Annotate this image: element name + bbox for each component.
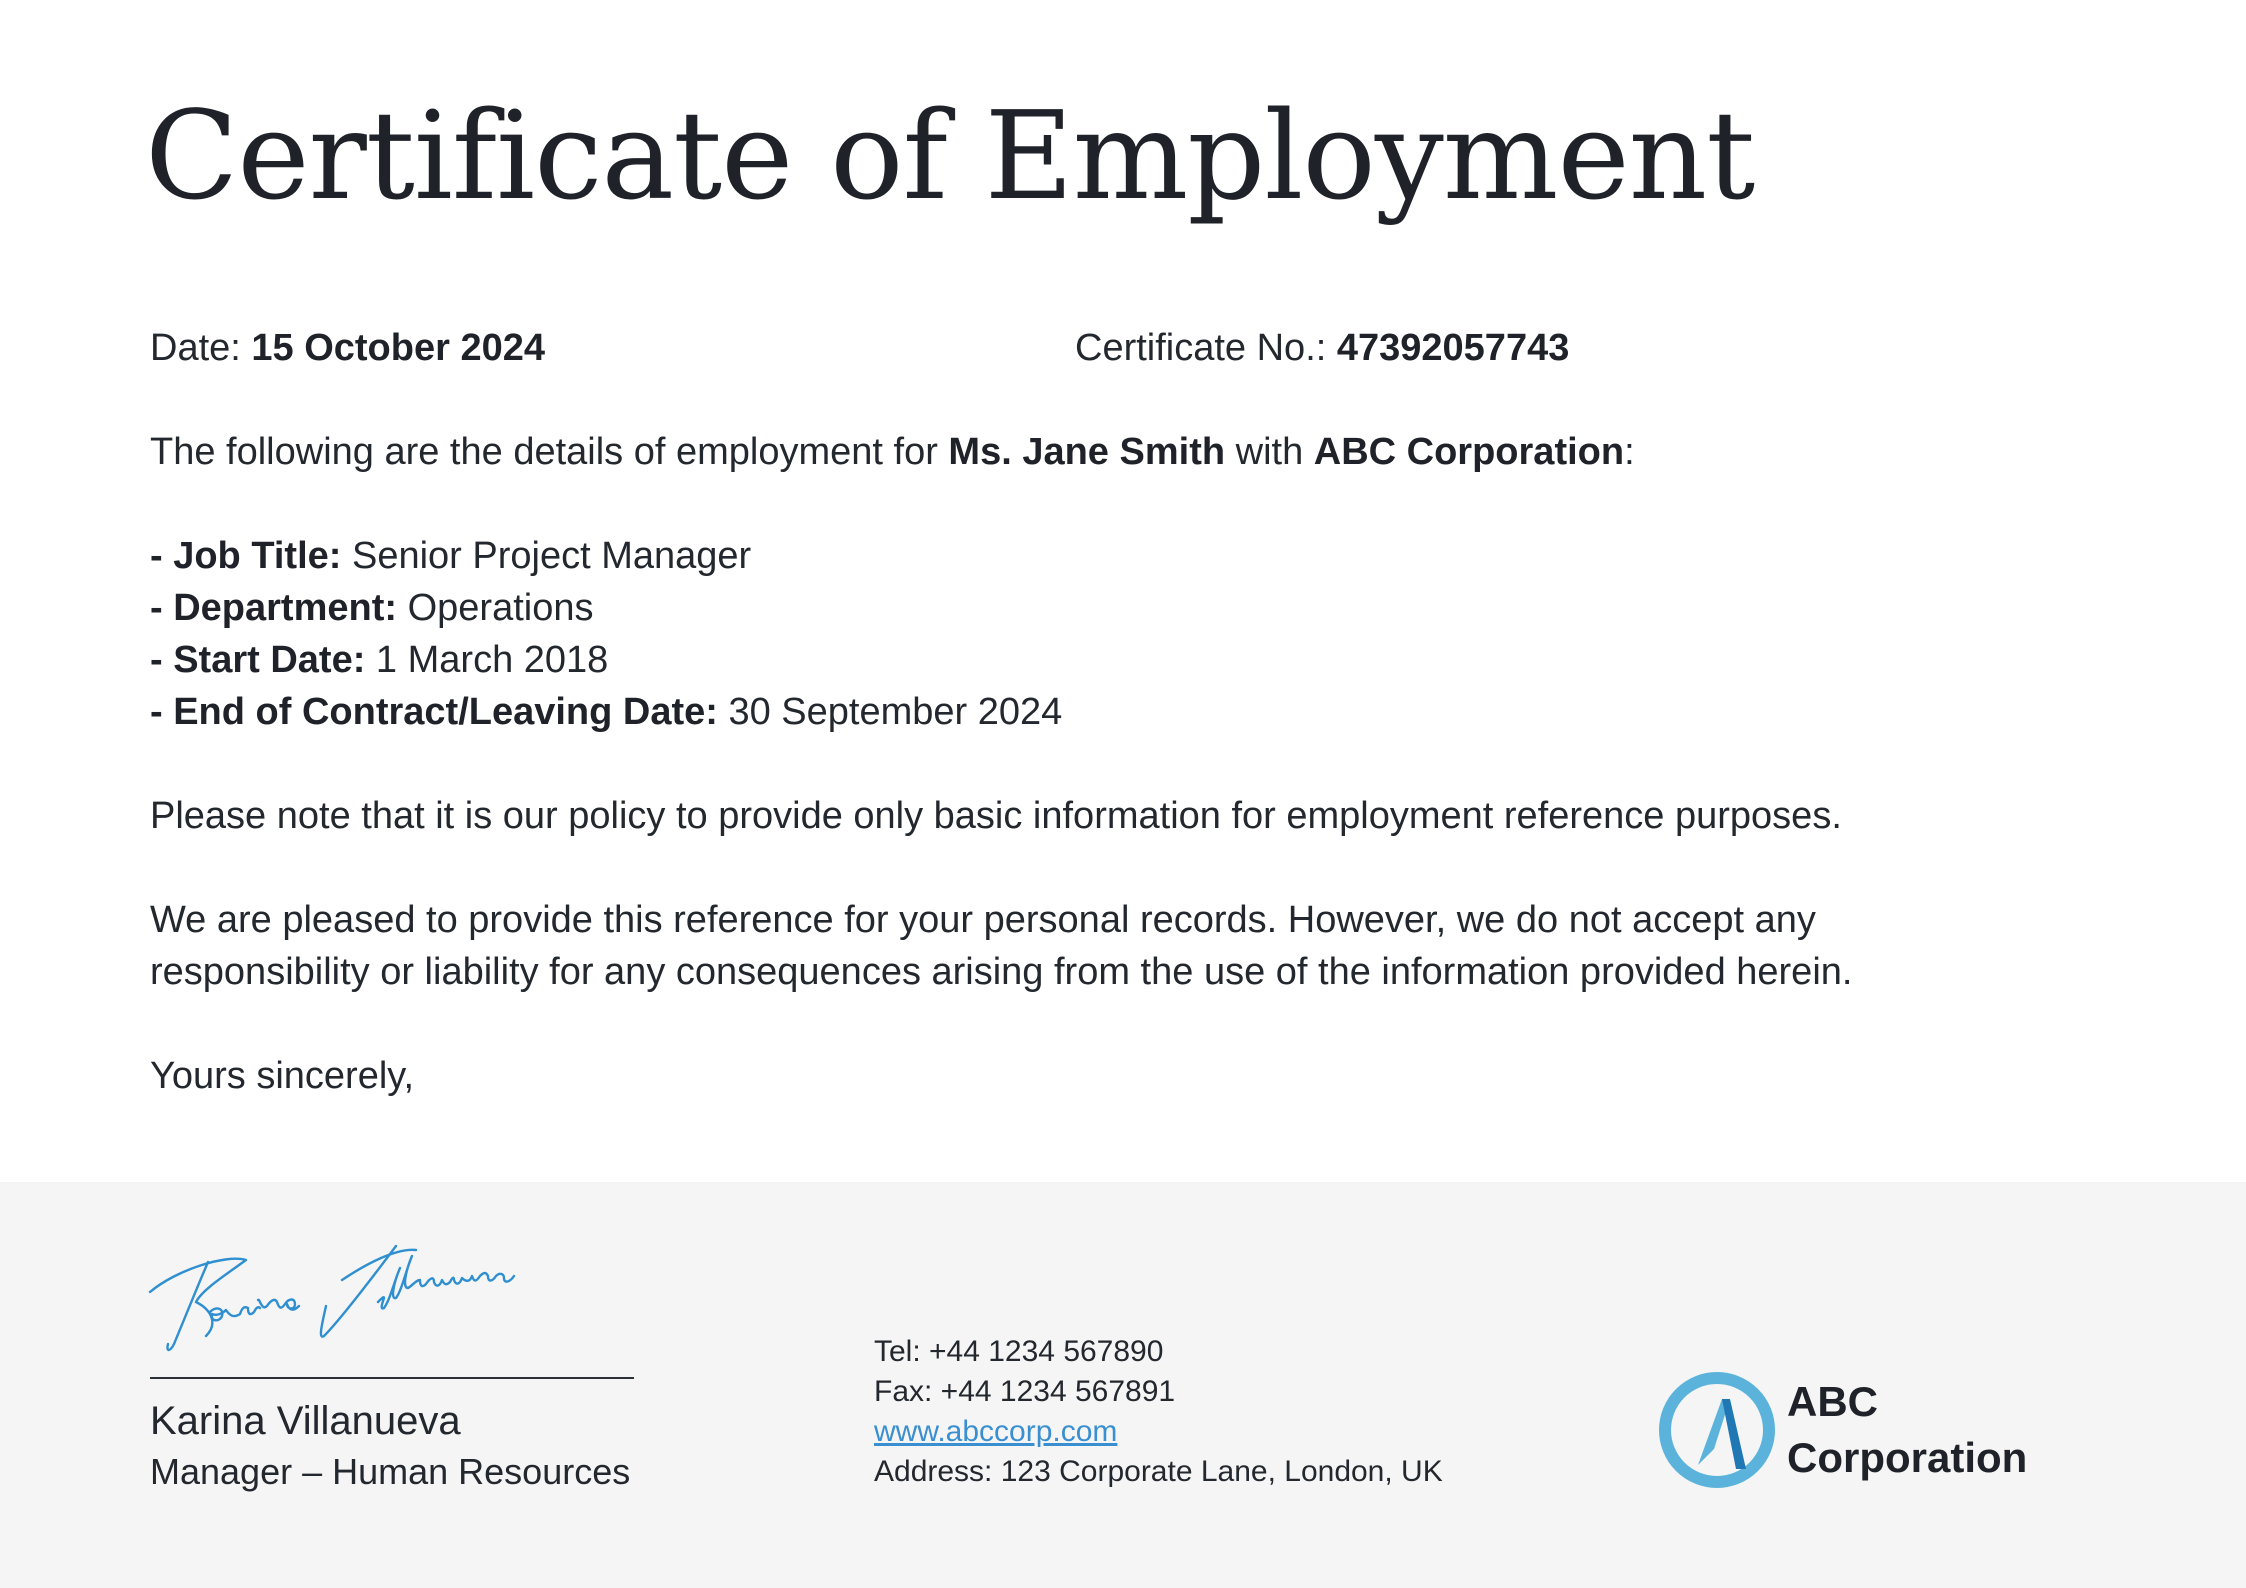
company-logo-text: [1787, 1374, 2027, 1486]
date-value: 15 October 2024: [251, 327, 545, 369]
intro-suffix: :: [1624, 431, 1635, 473]
disclaimer-paragraph: We are pleased to provide this reference for your personal records. However, we do not accept any responsibility or liability for any consequences arising from the use of the information provided herein.: [150, 899, 1853, 993]
detail-value: Operations: [397, 587, 594, 629]
detail-label: - Job Title:: [150, 535, 342, 577]
detail-value: 30 September 2024: [717, 691, 1063, 733]
signer-name: Karina Villanueva: [150, 1399, 461, 1443]
signer-role: Manager – Human Resources: [150, 1451, 631, 1492]
detail-department: [150, 582, 1062, 634]
company-logo-icon: [1656, 1369, 1778, 1491]
policy-note: Please note that it is our policy to provide only basic information for employment reference purposes.: [150, 795, 1842, 837]
contact-tel: Tel: +44 1234 567890: [874, 1335, 1164, 1368]
detail-label: - Department:: [150, 587, 398, 629]
detail-value: Senior Project Manager: [341, 535, 752, 577]
website-link[interactable]: www.abccorp.com: [874, 1415, 1118, 1448]
date-label: Date:: [150, 327, 252, 369]
employment-details-list: [150, 530, 1062, 738]
employee-name: Ms. Jane Smith: [948, 431, 1226, 473]
certificate-label: Certificate No.:: [1075, 327, 1337, 369]
logo-line-1: ABC: [1787, 1378, 1878, 1425]
signature-image: [146, 1240, 586, 1360]
detail-start-date: [150, 634, 1062, 686]
certificate-value: 47392057743: [1336, 327, 1570, 369]
contact-address: Address: 123 Corporate Lane, London, UK: [874, 1455, 1443, 1488]
date-line: [150, 322, 545, 374]
intro-paragraph: [150, 426, 1635, 478]
contact-block: [874, 1332, 1443, 1492]
detail-label: - End of Contract/Leaving Date:: [150, 691, 718, 733]
intro-prefix: The following are the details of employment for: [150, 431, 949, 473]
contact-fax: Fax: +44 1234 567891: [874, 1375, 1176, 1408]
detail-job-title: [150, 530, 1062, 582]
detail-end-date: [150, 686, 1062, 738]
closing-line: Yours sincerely,: [150, 1055, 415, 1097]
signature-line: [150, 1377, 634, 1379]
detail-value: 1 March 2018: [365, 639, 609, 681]
intro-middle: with: [1225, 431, 1314, 473]
certificate-number-line: [1075, 322, 1569, 374]
detail-label: - Start Date:: [150, 639, 366, 681]
company-name: ABC Corporation: [1313, 431, 1625, 473]
logo-line-2: Corporation: [1787, 1434, 2028, 1481]
page-title: Certificate of Employment: [145, 85, 1755, 227]
